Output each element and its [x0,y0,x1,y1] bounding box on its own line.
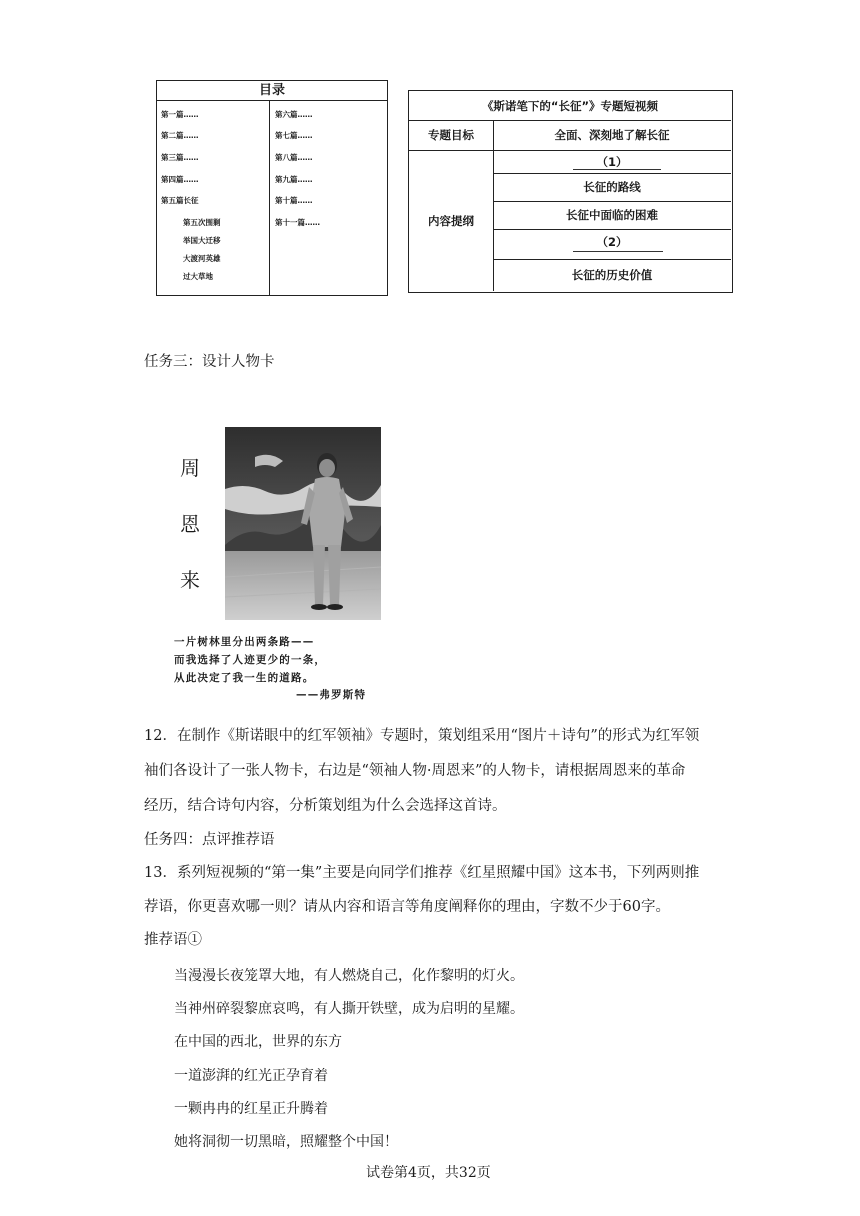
topic-table [408,90,733,293]
toc-left-item: 第三篇…… [161,153,199,162]
toc-right-item: 第九篇…… [275,175,313,184]
q13-line: 荐语，你更喜欢哪一则？请从内容和语言等角度阐释你的理由，字数不少于60字。 [144,899,670,915]
recommendation-line: 一道澎湃的红光正孕育着 [174,1068,328,1084]
outline-item: 长征的历史价值 [571,268,653,282]
outline-blank-1: （1） [596,154,628,169]
outline-label: 内容提纲 [428,213,474,228]
recommendation-line: 当神州碎裂黎庶哀鸣，有人撕开铁壁，成为启明的星耀。 [174,1001,524,1017]
toc-left-item: 第五篇长征 [161,196,199,205]
q12-line: 经历，结合诗句内容，分析策划组为什么会选择这首诗。 [144,798,507,814]
toc-left-item: 第一篇…… [161,110,199,119]
task4-heading: 任务四：点评推荐语 [144,832,275,848]
quote-author: ——弗罗斯特 [296,689,367,701]
table-of-contents [156,80,388,296]
toc-left-item: 第四篇…… [161,175,199,184]
recommendation-line: 当漫漫长夜笼罩大地，有人燃烧自己，化作黎明的灯火。 [174,968,524,984]
outline-item: 长征中面临的困难 [566,208,658,222]
task3-heading: 任务三：设计人物卡 [144,354,275,370]
recommendation-label: 推荐语① [144,932,202,948]
quote-line: 从此决定了我一生的道路。 [174,672,315,684]
toc-sub-item: 大渡河英雄 [183,254,221,263]
outline-blank-2: （2） [596,234,628,249]
toc-left-item: 第二篇…… [161,131,199,140]
toc-sub-item: 第五次围剿 [183,218,221,227]
recommendation-line: 一颗冉冉的红星正升腾着 [174,1101,328,1117]
q12-line: 袖们各设计了一张人物卡，右边是“领袖人物·周恩来”的人物卡，请根据周恩来的革命 [144,763,686,779]
recommendation-line: 她将洞彻一切黑暗，照耀整个中国！ [174,1134,398,1150]
quote-line: 一片树林里分出两条路—— [174,636,315,648]
outline-item: 长征的路线 [583,180,641,194]
toc-sub-item: 过大草地 [183,272,213,281]
quote-line: 而我选择了人迹更少的一条， [174,654,327,666]
topic-table-title: 《斯诺笔下的“长征”》专题短视频 [481,98,659,113]
recommendation-line: 在中国的西北，世界的东方 [174,1034,342,1050]
portrait-photo [225,427,381,620]
toc-title: 目录 [157,81,387,101]
toc-right-item: 第十篇…… [275,196,313,205]
card-name-char: 恩 [180,512,200,536]
goal-label: 专题目标 [428,128,474,142]
toc-sub-item: 举国大迁移 [183,236,221,245]
toc-right-item: 第七篇…… [275,131,313,140]
toc-right-item: 第六篇…… [275,110,313,119]
q12-line: 12．在制作《斯诺眼中的红军领袖》专题时，策划组采用“图片＋诗句”的形式为红军领 [144,728,700,744]
toc-right-item: 第八篇…… [275,153,313,162]
card-name-char: 来 [180,568,200,592]
page-footer: 试卷第4页，共32页 [366,1165,491,1181]
toc-divider [269,100,270,295]
card-name-char: 周 [180,456,200,480]
toc-right-item: 第十一篇…… [275,218,320,227]
goal-value: 全面、深刻地了解长征 [554,128,670,142]
q13-line: 13．系列短视频的“第一集”主要是向同学们推荐《红星照耀中国》这本书，下列两则推 [144,865,700,881]
